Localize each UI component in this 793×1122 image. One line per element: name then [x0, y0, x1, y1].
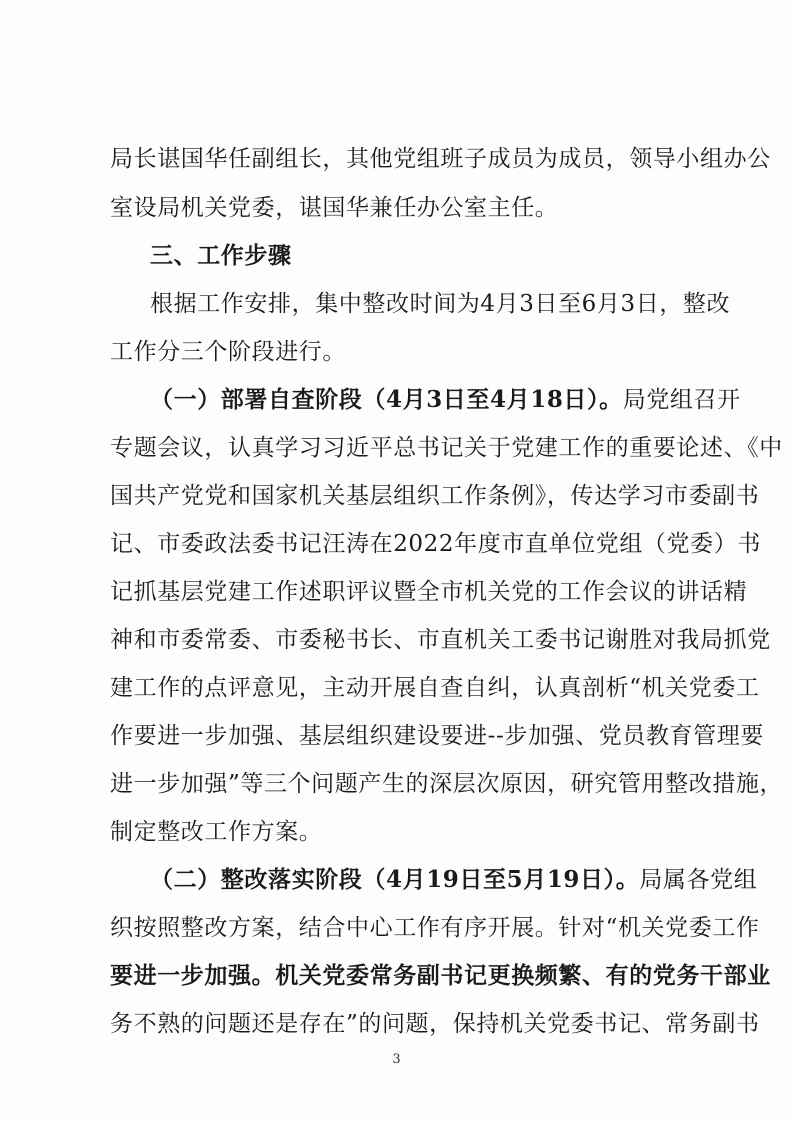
paragraph-line: 记、市委政法委书记汪涛在2022年度市直单位党组（党委）书 [110, 531, 761, 557]
paragraph-text: 局党组召开 [622, 387, 741, 413]
paragraph-line: 记抓基层党建工作述职评议暨全市机关党的工作会议的讲话精 [110, 579, 748, 605]
paragraph-line: 神和市委常委、市委秘书长、市直机关工委书记谢胜对我局抓党 [110, 627, 771, 653]
paragraph-line: 根据工作安排，集中整改时间为4月3日至6月3日，整改 [150, 291, 731, 317]
paragraph-line: 工作分三个阶段进行。 [110, 339, 346, 365]
paragraph-line: 国共产党党和国家机关基层组织工作条例》，传达学习市委副书 [110, 483, 760, 509]
subsection-title: （一）部署自查阶段（4月3日至4月18日）。 [150, 386, 623, 413]
paragraph-line: 务不熟的问题还是存在”的问题，保持机关党委书记、常务副书 [110, 1011, 760, 1037]
paragraph-line: 室设局机关党委，谌国华兼任办公室主任。 [110, 195, 559, 221]
section-heading: 三、工作步骤 [150, 243, 292, 269]
paragraph-line: 织按照整改方案，结合中心工作有序开展。针对“机关党委工作 [110, 915, 760, 941]
subsection-line [150, 865, 758, 895]
paragraph-line: 作要进一步加强、基层组织建设要进--步加强、党员教育管理要 [110, 723, 764, 749]
paragraph-line: 建工作的点评意见，主动开展自查自纠，认真剖析“机关党委工 [110, 675, 760, 701]
subsection-title: （二）整改落实阶段（4月19日至5月19日）。 [150, 866, 640, 893]
paragraph-line: 制定整改工作方案。 [110, 819, 323, 845]
paragraph-text: 局属各党组 [639, 867, 758, 893]
paragraph-line: 局长谌国华任副组长，其他党组班子成员为成员，领导小组办公 [110, 146, 771, 172]
page-number: 3 [392, 1052, 401, 1067]
paragraph-line: 要进一步加强。机关党委常务副书记更换频繁、有的党务干部业 [110, 962, 771, 989]
paragraph-line: 专题会议，认真学习习近平总书记关于党建工作的重要论述、《中 [110, 435, 783, 461]
paragraph-line: 进一步加强”等三个问题产生的深层次原因，研究管用整改措施， [110, 771, 784, 797]
subsection-line [150, 385, 741, 415]
